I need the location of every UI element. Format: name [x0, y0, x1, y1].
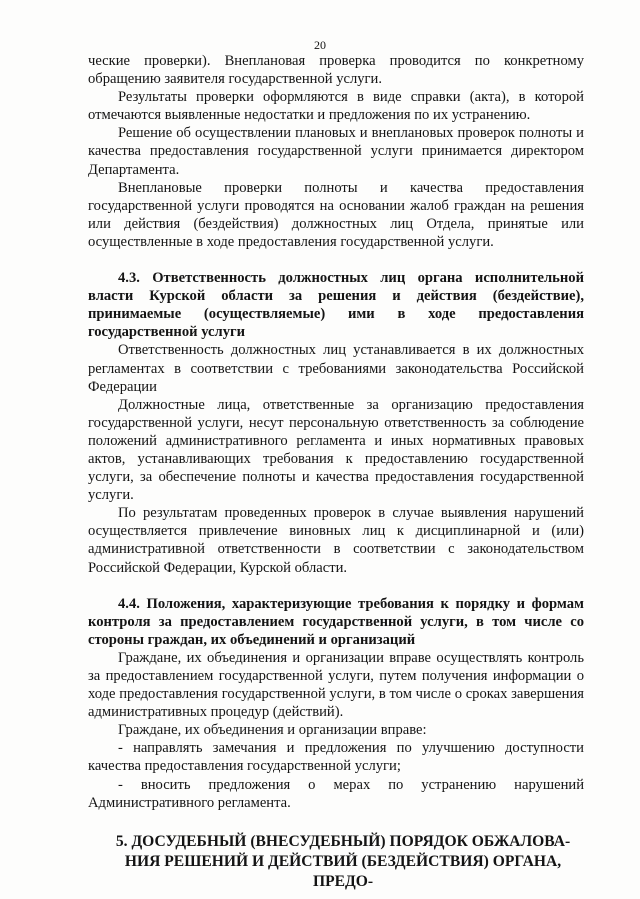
- paragraph-continuation: ческие проверки). Внеплановая проверка проводится по конкретному обращению заявителя государственной услуги.: [88, 53, 584, 88]
- paragraph-inspection-decision: Решение об осуществлении плановых и внеплановых проверок полноты и качества предоставления государственной услуги принимается директором Департамента.: [88, 125, 584, 178]
- page-content: [88, 52, 584, 892]
- paragraph-disciplinary-liability: По результатам проведенных проверок в случае выявления нарушений осуществляется привлечение виновных лиц к дисциплинарной и (или) административной ответственности в соответствии с законодательством Российской Федерации, Курской области.: [88, 505, 584, 576]
- paragraph-unscheduled-inspections: Внеплановые проверки полноты и качества предоставления государственной услуги проводятся на основании жалоб граждан на решения или действия (бездействия) должностных лиц Отдела, принятые или осуществленные в ходе предоставления государственной услуги.: [88, 179, 584, 250]
- section-4-3-heading: 4.3. Ответственность должностных лиц органа исполнительной власти Курской области за решения и действия (бездействие), принимаемые (осуществляемые) ими в ходе предоставления государственной услуги: [88, 270, 584, 341]
- list-item-remarks: - направлять замечания и предложения по улучшению доступности качества предоставления государственной услуги;: [88, 740, 584, 775]
- paragraph-personal-responsibility: Должностные лица, ответственные за организацию предоставления государственной услуги, несут персональную ответственность за соблюдение положений административного регламента и иных нормативных правовых актов, устанавливающих требования к предоставлению государственной услуги, за обеспечение полноты и качества предоставления государственной услуги.: [88, 396, 584, 504]
- paragraph-citizen-rights: Граждане, их объединения и организации вправе:: [118, 722, 427, 739]
- section-spacer: [88, 251, 584, 269]
- paragraph-citizen-control: Граждане, их объединения и организации вправе осуществлять контроль за предоставлением государственной услуги, путем получения информации о ходе предоставления государственной услуги, в том числе о сроках завершения административных процедур (действий).: [88, 649, 584, 721]
- section-spacer: [88, 812, 584, 832]
- list-item-proposals: - вносить предложения о мерах по устранению нарушений Административного регламента.: [88, 776, 584, 811]
- page-number: 20: [314, 38, 326, 52]
- section-4-4-heading: 4.4. Положения, характеризующие требования к порядку и формам контроля за предоставлением государственной услуги, в том числе со стороны граждан, их объединений и организаций: [88, 595, 584, 648]
- section-5-heading: [88, 832, 584, 892]
- section-5-heading-line-2: НИЯ РЕШЕНИЙ И ДЕЙСТВИЙ (БЕЗДЕЙСТВИЯ) ОРГАНА, ПРЕДО-: [124, 852, 562, 890]
- paragraph-responsibility-regulations: Ответственность должностных лиц устанавливается в их должностных регламентах в соответствии с требованиями законодательства Российской Федерации: [88, 342, 584, 395]
- section-5-heading-line-1: 5. ДОСУДЕБНЫЙ (ВНЕСУДЕБНЫЙ) ПОРЯДОК ОБЖАЛОВА-: [115, 832, 571, 850]
- section-spacer: [88, 577, 584, 595]
- paragraph-inspection-results: Результаты проверки оформляются в виде справки (акта), в которой отмечаются выявленные недостатки и предложения по их устранению.: [88, 89, 584, 124]
